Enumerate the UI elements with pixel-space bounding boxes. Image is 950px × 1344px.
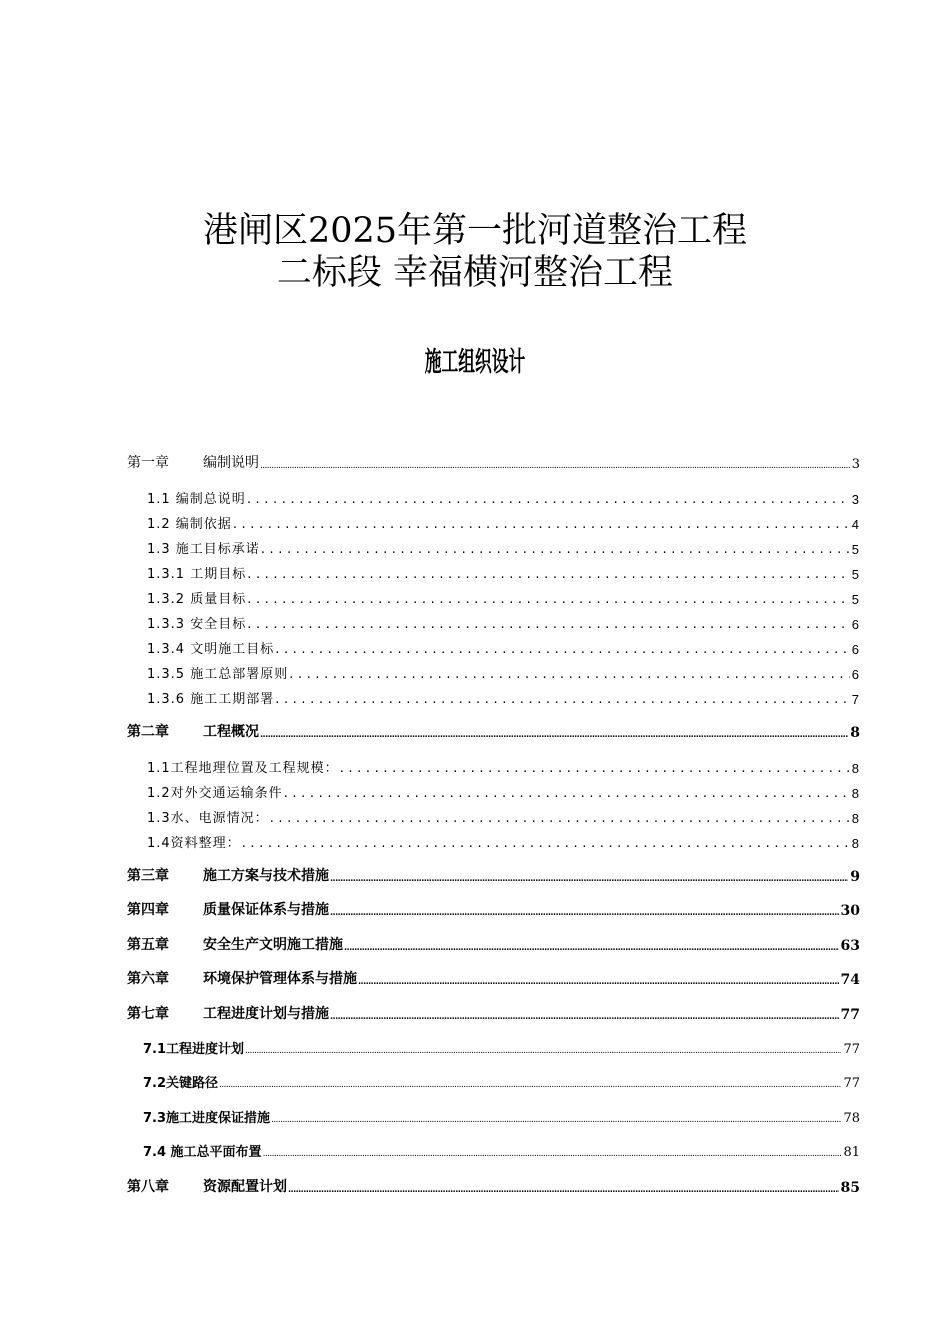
toc-page-number: 6	[851, 667, 859, 682]
toc-page-number: 78	[843, 1111, 860, 1126]
toc-leader	[233, 517, 850, 532]
toc-section-1-3-2[interactable]	[147, 588, 859, 607]
toc-section-title: 7.1工程进度计划	[143, 1042, 245, 1057]
toc-page-number: 5	[851, 567, 859, 582]
toc-leader	[358, 976, 839, 988]
toc-chapter-title: 工程概况	[203, 724, 259, 740]
toc-section-title: 1.3.3 安全目标	[147, 617, 247, 632]
toc-page-number: 81	[843, 1145, 860, 1160]
toc-page-number: 30	[840, 903, 860, 919]
toc-section-1-3-6[interactable]	[147, 688, 859, 707]
toc-chapter-title: 资源配置计划	[203, 1179, 287, 1195]
toc-leader	[275, 692, 850, 707]
toc-section-title: 1.3 施工目标承诺	[147, 542, 260, 557]
toc-chapter-5[interactable]	[127, 934, 860, 954]
toc-chapter-number: 第四章	[127, 902, 169, 918]
toc-leader	[242, 836, 850, 851]
toc-page-number: 9	[850, 869, 860, 885]
toc-leader	[271, 1114, 841, 1126]
toc-leader	[330, 907, 839, 919]
toc-chapter-number: 第五章	[127, 937, 169, 953]
toc-page-number: 3	[851, 457, 860, 472]
toc-page-number: 8	[851, 786, 859, 801]
toc-leader	[344, 942, 839, 954]
toc-page-number: 77	[840, 1007, 860, 1023]
toc-chapter-title: 安全生产文明施工措施	[203, 937, 343, 953]
toc-page-number: 77	[843, 1042, 860, 1057]
toc-leader	[275, 642, 850, 657]
toc-chapter-number: 第二章	[127, 724, 169, 740]
toc-chapter-number: 第七章	[127, 1006, 169, 1022]
toc-page-number: 7	[851, 692, 859, 707]
toc-page-number: 8	[851, 761, 859, 776]
toc-chapter-8[interactable]	[127, 1176, 860, 1196]
toc-section-1-2[interactable]	[147, 513, 859, 532]
toc-chapter-number: 第六章	[127, 971, 169, 987]
toc-leader	[330, 873, 848, 885]
toc-page-number: 6	[851, 617, 859, 632]
toc-section-1-3[interactable]	[147, 538, 859, 557]
toc-chapter-number: 第一章	[127, 455, 169, 471]
toc-section-7-1[interactable]	[143, 1038, 860, 1057]
toc-chapter-6[interactable]	[127, 968, 860, 988]
toc-section-2-2[interactable]	[147, 782, 859, 801]
toc-leader	[284, 786, 850, 801]
toc-page-number: 8	[851, 811, 859, 826]
toc-chapter-number: 第八章	[127, 1179, 169, 1195]
toc-section-2-3[interactable]	[147, 807, 859, 826]
toc-page-number: 85	[840, 1180, 860, 1196]
toc-section-2-4[interactable]	[147, 832, 859, 851]
toc-page-number: 63	[840, 938, 860, 954]
toc-page-number: 74	[840, 972, 860, 988]
toc-page-number: 4	[851, 517, 859, 532]
toc-leader	[330, 1011, 839, 1023]
toc-leader	[219, 1079, 841, 1091]
toc-leader	[288, 1184, 839, 1196]
toc-section-title: 1.2对外交通运输条件	[147, 786, 283, 801]
toc-leader	[247, 492, 850, 507]
toc-page-number: 5	[851, 542, 859, 557]
toc-chapter-title: 施工方案与技术措施	[203, 868, 329, 884]
toc-section-title: 1.4资料整理：	[147, 836, 241, 851]
toc-chapter-1[interactable]	[127, 452, 860, 472]
toc-chapter-7[interactable]	[127, 1003, 860, 1023]
toc-leader	[260, 460, 850, 472]
toc-page-number: 8	[851, 836, 859, 851]
toc-section-title: 1.1 编制总说明	[147, 492, 246, 507]
toc-page-number: 8	[850, 725, 860, 741]
toc-section-2-1[interactable]	[147, 757, 859, 776]
toc-section-title: 7.3施工进度保证措施	[143, 1111, 271, 1126]
toc-section-title: 1.2 编制依据	[147, 517, 232, 532]
toc-section-title: 1.3.4 文明施工目标	[147, 642, 275, 657]
toc-page-number: 77	[843, 1076, 860, 1091]
toc-section-title: 1.1工程地理位置及工程规模：	[147, 761, 339, 776]
toc-section-title: 1.3.5 施工总部署原则	[147, 667, 289, 682]
toc-leader	[260, 729, 848, 741]
toc-leader	[247, 567, 850, 582]
toc-leader	[245, 1045, 841, 1057]
toc-section-title: 1.3.1 工期目标	[147, 567, 247, 582]
toc-leader	[247, 617, 850, 632]
toc-chapter-4[interactable]	[127, 899, 860, 919]
toc-leader	[261, 542, 850, 557]
toc-section-title: 7.2关键路径	[143, 1076, 219, 1091]
toc-section-1-3-3[interactable]	[147, 613, 859, 632]
toc-chapter-title: 质量保证体系与措施	[203, 902, 329, 918]
toc-section-title: 7.4 施工总平面布置	[143, 1145, 262, 1160]
toc-leader	[340, 761, 850, 776]
toc-chapter-number: 第三章	[127, 868, 169, 884]
toc-chapter-title: 环境保护管理体系与措施	[203, 971, 357, 987]
toc-leader	[270, 811, 850, 826]
toc-section-1-3-4[interactable]	[147, 638, 859, 657]
toc-page-number: 6	[851, 642, 859, 657]
toc-section-1-3-5[interactable]	[147, 663, 859, 682]
toc-section-title: 1.3.6 施工工期部署	[147, 692, 275, 707]
toc-chapter-3[interactable]	[127, 865, 860, 885]
toc-leader	[289, 667, 850, 682]
toc-chapter-title: 工程进度计划与措施	[203, 1006, 329, 1022]
toc-chapter-title: 编制说明	[203, 455, 259, 471]
toc-section-7-2[interactable]	[143, 1072, 860, 1091]
toc-section-title: 1.3水、电源情况：	[147, 811, 269, 826]
toc-leader	[263, 1148, 842, 1160]
document-title-line1: 港闸区2025年第一批河道整治工程	[202, 211, 748, 251]
toc-page-number: 3	[851, 492, 859, 507]
toc-section-1-3-1[interactable]	[147, 563, 859, 582]
toc-section-1-1[interactable]	[147, 488, 859, 507]
document-subtitle: 施工组织设计	[424, 347, 526, 378]
toc-chapter-2[interactable]	[127, 721, 860, 741]
toc-leader	[247, 592, 850, 607]
toc-section-7-4[interactable]	[143, 1141, 860, 1160]
toc-section-title: 1.3.2 质量目标	[147, 592, 247, 607]
document-title-line2: 二标段 幸福横河整治工程	[276, 253, 674, 293]
toc-page-number: 5	[851, 592, 859, 607]
toc-section-7-3[interactable]	[143, 1107, 860, 1126]
